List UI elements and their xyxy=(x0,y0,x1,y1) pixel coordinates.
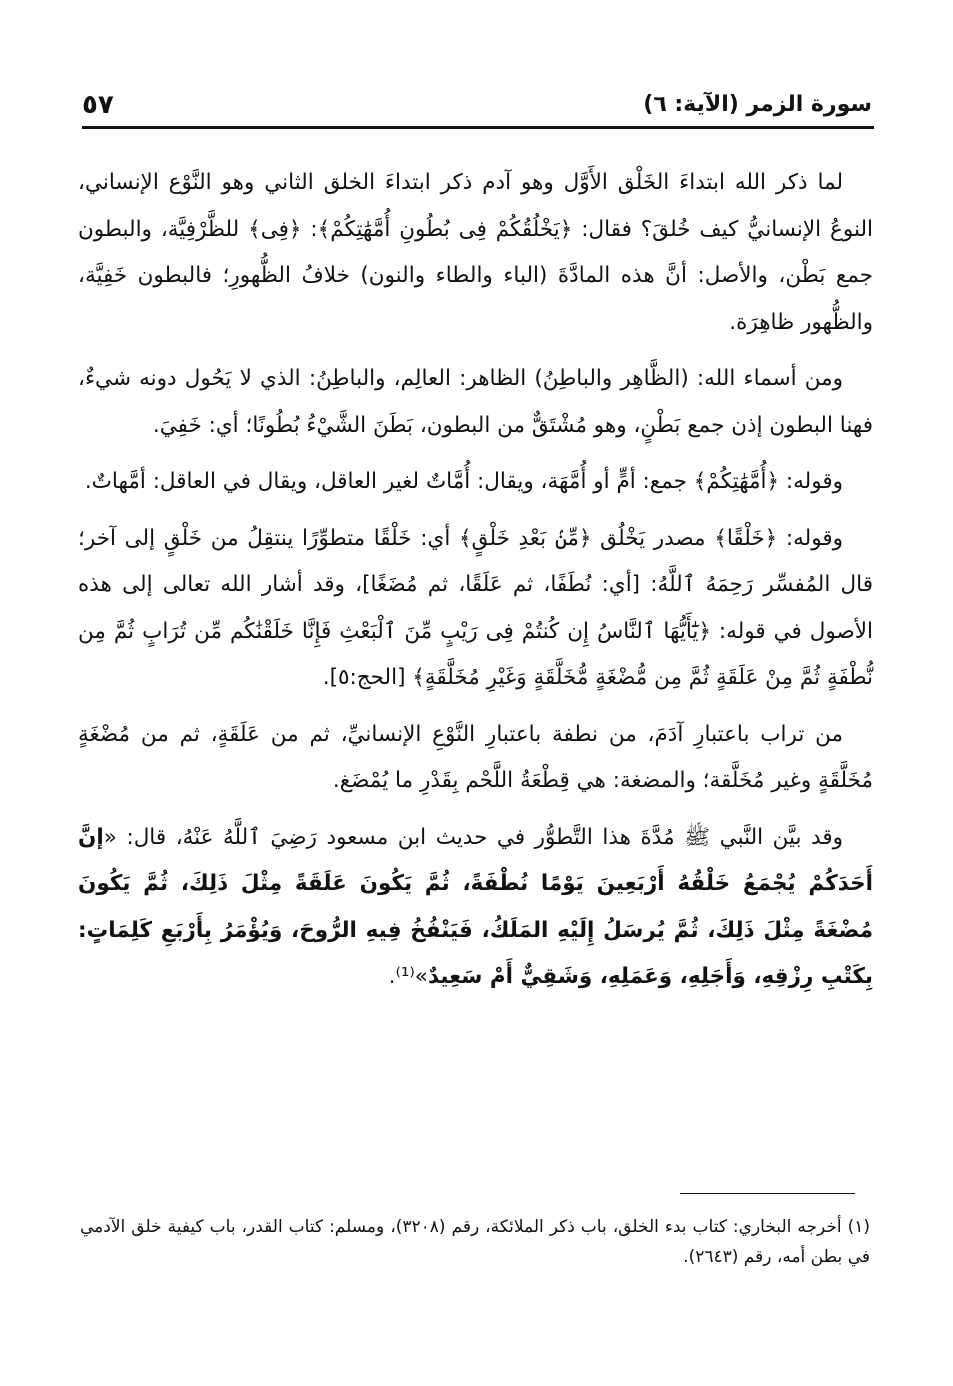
hadith-paragraph xyxy=(78,815,873,1001)
page-number: ٥٧ xyxy=(82,90,114,120)
paragraph-4: وقوله: ﴿خَلْقًا﴾ مصدر يَخْلُق ﴿مِّنۢ بَعْدِ خَلْقٍ﴾ أي: خَلْقًا متطوِّرًا ينتقِلُ من خَلْقٍ إلى آخر؛ قال المُفسِّر رَحِمَهُ ٱللَّهُ: [أي: نُطَفًا، ثم عَلَقًا، ثم مُضَغًا]، وقد أشار الله تعالى إلى هذه الأصول في قوله: ﴿يَٰٓأَيُّهَا ٱلنَّاسُ إِن كُنتُمْ فِى رَيْبٍ مِّنَ ٱلْبَعْثِ فَإِنَّا خَلَقْنَٰكُم مِّن تُرَابٍ ثُمَّ مِن نُّطْفَةٍ ثُمَّ مِنْ عَلَقَةٍ ثُمَّ مِن مُّضْغَةٍ مُّخَلَّقَةٍ وَغَيْرِ مُخَلَّقَةٍ﴾ [الحج:٥]. xyxy=(78,525,873,690)
hadith-intro: وقد بيَّن النَّبي ﷺ مُدَّةَ هذا التَّطوُّر في حديث ابن مسعود رَضِيَ ٱللَّهُ عَنْهُ، قال: « xyxy=(103,824,843,850)
paragraph-3: وقوله: ﴿أُمَّهَٰتِكُمْ﴾ جمع: أمٍّ أو أُمَّهَة، ويقال: أُمَّاتٌ لغير العاقل، ويقال في العاقل: أمَّهاتٌ. xyxy=(84,469,843,494)
hadith-outro: »⁽¹⁾. xyxy=(388,964,428,989)
footnote: (١) أخرجه البخاري: كتاب بدء الخلق، باب ذكر الملائكة، رقم (٣٢٠٨)، ومسلم: كتاب القدر، باب كيفية خلق الآدمي في بطن أمه، رقم (٢٦٤٣). xyxy=(80,1217,870,1267)
surah-title: سورة الزمر (الآية: ٦) xyxy=(643,92,872,117)
paragraph-1: لما ذكر الله ابتداءَ الخَلْق الأَوَّل وهو آدم ذكر ابتداءَ الخلق الثاني وهو النَّوْع الإنساني، النوعُ الإنسانيُّ كيف خُلقَ؟ فقال: ﴿يَخْلُقُكُمْ فِى بُطُونِ أُمَّهَٰتِكُمْ﴾: ﴿فِى﴾ للظَّرْفِيَّة، والبطون جمع بَطْن، والأصل: أنَّ هذه المادَّةَ (الباء والطاء والنون) خلافُ الظُّهورِ؛ فالبطون خَفِيَّة، والظُّهور ظاهِرَة. xyxy=(78,170,873,335)
paragraph-2: ومن أسماء الله: (الظَّاهِر والباطِنُ) الظاهر: العالِم، والباطِنُ: الذي لا يَحُول دونه شيءٌ، فهنا البطون إذن جمع بَطْنٍ، وهو مُشْتَقٌّ من البطون، بَطَنَ الشَّيْءُ بُطُونًا؛ أي: خَفِيَ. xyxy=(78,366,873,438)
header-divider xyxy=(82,126,874,129)
footnote-divider xyxy=(680,1193,855,1194)
page-header xyxy=(82,88,872,128)
main-text xyxy=(78,160,873,1011)
hadith-text: إنَّ أَحَدَكُمْ يُجْمَعُ خَلْقُهُ أَرْبَعِينَ يَوْمًا نُطْفَةً، ثُمَّ يَكُونَ عَلَقَةً مِثْلَ ذَلِكَ، ثُمَّ يَكُونَ مُضْغَةً مِثْلَ ذَلِكَ، ثُمَّ يُرسَلُ إِلَيْهِ المَلَكُ، فَيَنْفُخُ فِيهِ الرُّوحَ، وَيُؤْمَرُ بِأَرْبَعِ كَلِمَاتٍ: بِكَتْبِ رِزْقِهِ، وَأَجَلِهِ، وَعَمَلِهِ، وَشَقِيٌّ أَمْ سَعِيدٌ xyxy=(78,824,873,989)
paragraph-5: من تراب باعتبارِ آدَمَ، من نطفة باعتبارِ النَّوْعِ الإنسانيِّ، ثم من عَلَقَةٍ، ثم من مُضْغَةٍ مُخَلَّقَةٍ وغير مُخَلَّقة؛ والمضغة: هي قِطْعَةُ اللَّحْم بِقَدْرِ ما يُمْضَغ. xyxy=(78,721,873,793)
